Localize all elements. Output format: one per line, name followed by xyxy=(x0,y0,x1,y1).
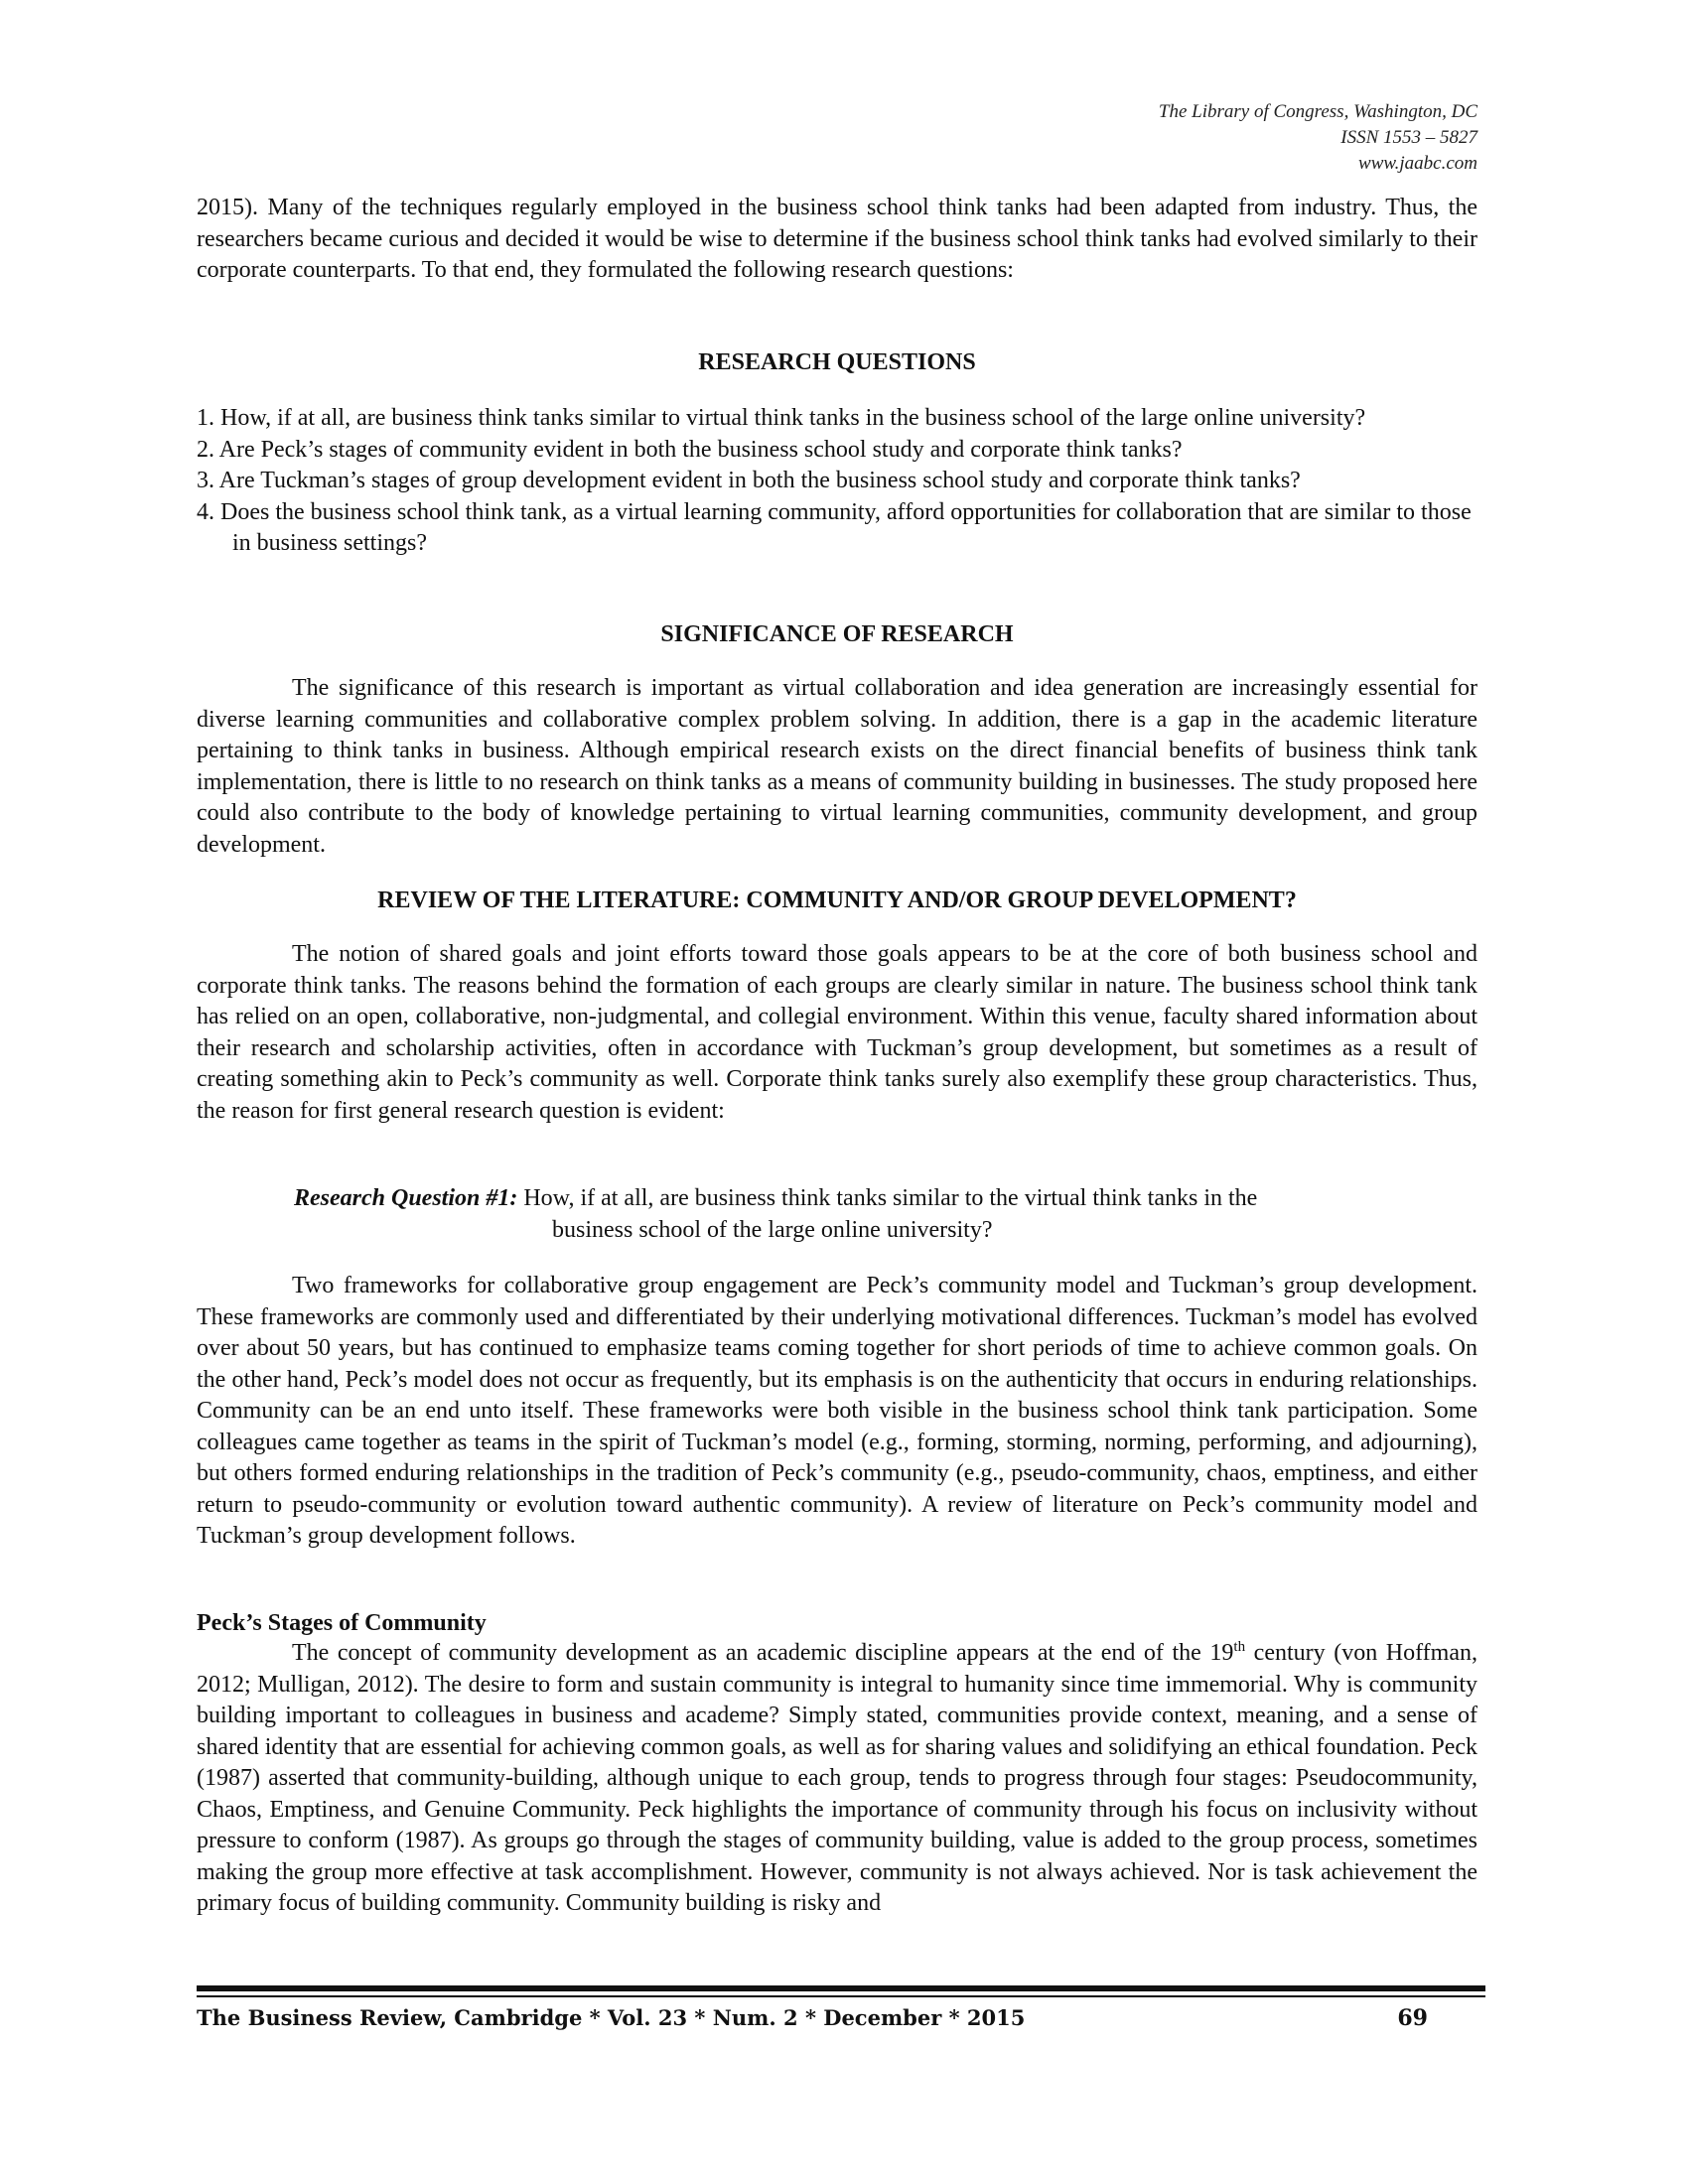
superscript-th: th xyxy=(1233,1639,1246,1655)
intro-paragraph: 2015). Many of the techniques regularly employed in the business school think tanks had been adapted from industry. Thus, the researchers became curious and decided it would be wise to determine if the business school think tanks had evolved similarly to their corporate counterparts. To that end, they formulated the following research questions: xyxy=(197,195,1477,283)
significance-paragraph: The significance of this research is important as virtual collaboration and idea generation are increasingly essential for diverse learning communities and collaborative complex problem solving. In addition, there is a gap in the academic literature pertaining to think tanks in business. Although empirical research exists on the direct financial benefits of business think tank implementation, there is little to no research on think tanks as a means of community building in businesses. The study proposed here could also contribute to the body of knowledge pertaining to virtual learning communities, community development, and group development. xyxy=(197,675,1477,858)
research-questions-list xyxy=(197,403,1477,560)
research-question-item: 3. Are Tuckman’s stages of group development evident in both the business school study and corporate think tanks? xyxy=(197,468,1301,493)
research-questions-heading: RESEARCH QUESTIONS xyxy=(698,349,976,375)
review-paragraph-2: Two frameworks for collaborative group engagement are Peck’s community model and Tuckman’s group development. These frameworks are commonly used and differentiated by their underlying motivational differences. Tuckman’s model has evolved over about 50 years, but has continued to emphasize teams coming together for short periods of time to achieve common goals. On the other hand, Peck’s model does not occur as frequently, but its emphasis is on the authenticity that occurs in enduring relationships. Community can be an end unto itself. These frameworks were both visible in the business school think tank participation. Some colleagues came together as teams in the spirit of Tuckman’s model (e.g., forming, storming, norming, performing, and adjourning), but others formed enduring relationships in the tradition of Peck’s community (e.g., pseudo-community, chaos, emptiness, and either return to pseudo-community or evolution toward authentic community). A review of literature on Peck’s community model and Tuckman’s group development follows. xyxy=(197,1273,1477,1549)
research-question-item: 2. Are Peck’s stages of community evident in both the business school study and corporate think tanks? xyxy=(197,436,1183,463)
footer-rule-thin xyxy=(197,1995,1485,1997)
footer-page-number: 69 xyxy=(1397,2005,1428,2031)
research-question-1-text-line-2: business school of the large online university? xyxy=(552,1216,993,1243)
review-paragraph-1: The notion of shared goals and joint efforts toward those goals appears to be at the core of both business school and corporate think tanks. The reasons behind the formation of each groups are clearly similar in nature. The business school think tank has relied on an open, collaborative, non-judgmental, and collegial environment. Within this venue, faculty shared information about their research and scholarship activities, often in accordance with Tuckman’s group development, but sometimes as a result of creating something akin to Peck’s community as well. Corporate think tanks surely also exemplify these group characteristics. Thus, the reason for first general research question is evident: xyxy=(197,941,1477,1124)
footer-rule-thick xyxy=(197,1985,1485,1991)
header-line-library: The Library of Congress, Washington, DC xyxy=(1158,101,1477,122)
research-question-item: 1. How, if at all, are business think tanks similar to virtual think tanks in the business school of the large online university? xyxy=(197,405,1366,431)
research-question-1-label: Research Question #1: xyxy=(294,1185,518,1211)
peck-paragraph-rest: century (von Hoffman, 2012; Mulligan, 2012). The desire to form and sustain community is integral to humanity since time immemorial. Why is community building important to colleagues in business and academe? Simply stated, communities provide context, meaning, and a sense of shared identity that are essential for achieving common goals, as well as for sharing values and solidifying an ethical foundation. Peck (1987) asserted that community-building, although unique to each group, tends to progress through four stages: Pseudocommunity, Chaos, Emptiness, and Genuine Community. Peck highlights the importance of community through his focus on inclusivity without pressure to conform (1987). As groups go through the stages of community building, value is added to the group process, sometimes making the group more effective at task accomplishment. However, community is not always achieved. Nor is task achievement the primary focus of building community. Community building is risky and xyxy=(197,1640,1477,1916)
footer-journal-citation: The Business Review, Cambridge * Vol. 23 * Num. 2 * December * 2015 xyxy=(197,2005,1026,2030)
significance-heading: SIGNIFICANCE OF RESEARCH xyxy=(660,621,1014,647)
research-question-item: 4. Does the business school think tank, as a virtual learning community, afford opportunities for collaboration that are similar to those in business settings? xyxy=(197,498,1472,556)
peck-paragraph-start: The concept of community development as an academic discipline appears at the end of the 19 xyxy=(292,1640,1234,1666)
header-line-website: www.jaabc.com xyxy=(1358,153,1477,174)
research-question-1-block xyxy=(294,1183,1426,1246)
peck-paragraph xyxy=(197,1638,1477,1920)
journal-header xyxy=(1159,99,1477,177)
research-question-1-text-line-1: How, if at all, are business think tanks similar to the virtual think tanks in the xyxy=(517,1185,1258,1211)
review-heading: REVIEW OF THE LITERATURE: COMMUNITY AND/OR GROUP DEVELOPMENT? xyxy=(377,887,1297,913)
peck-subheading: Peck’s Stages of Community xyxy=(197,1610,487,1636)
header-line-issn: ISSN 1553 – 5827 xyxy=(1340,127,1477,148)
